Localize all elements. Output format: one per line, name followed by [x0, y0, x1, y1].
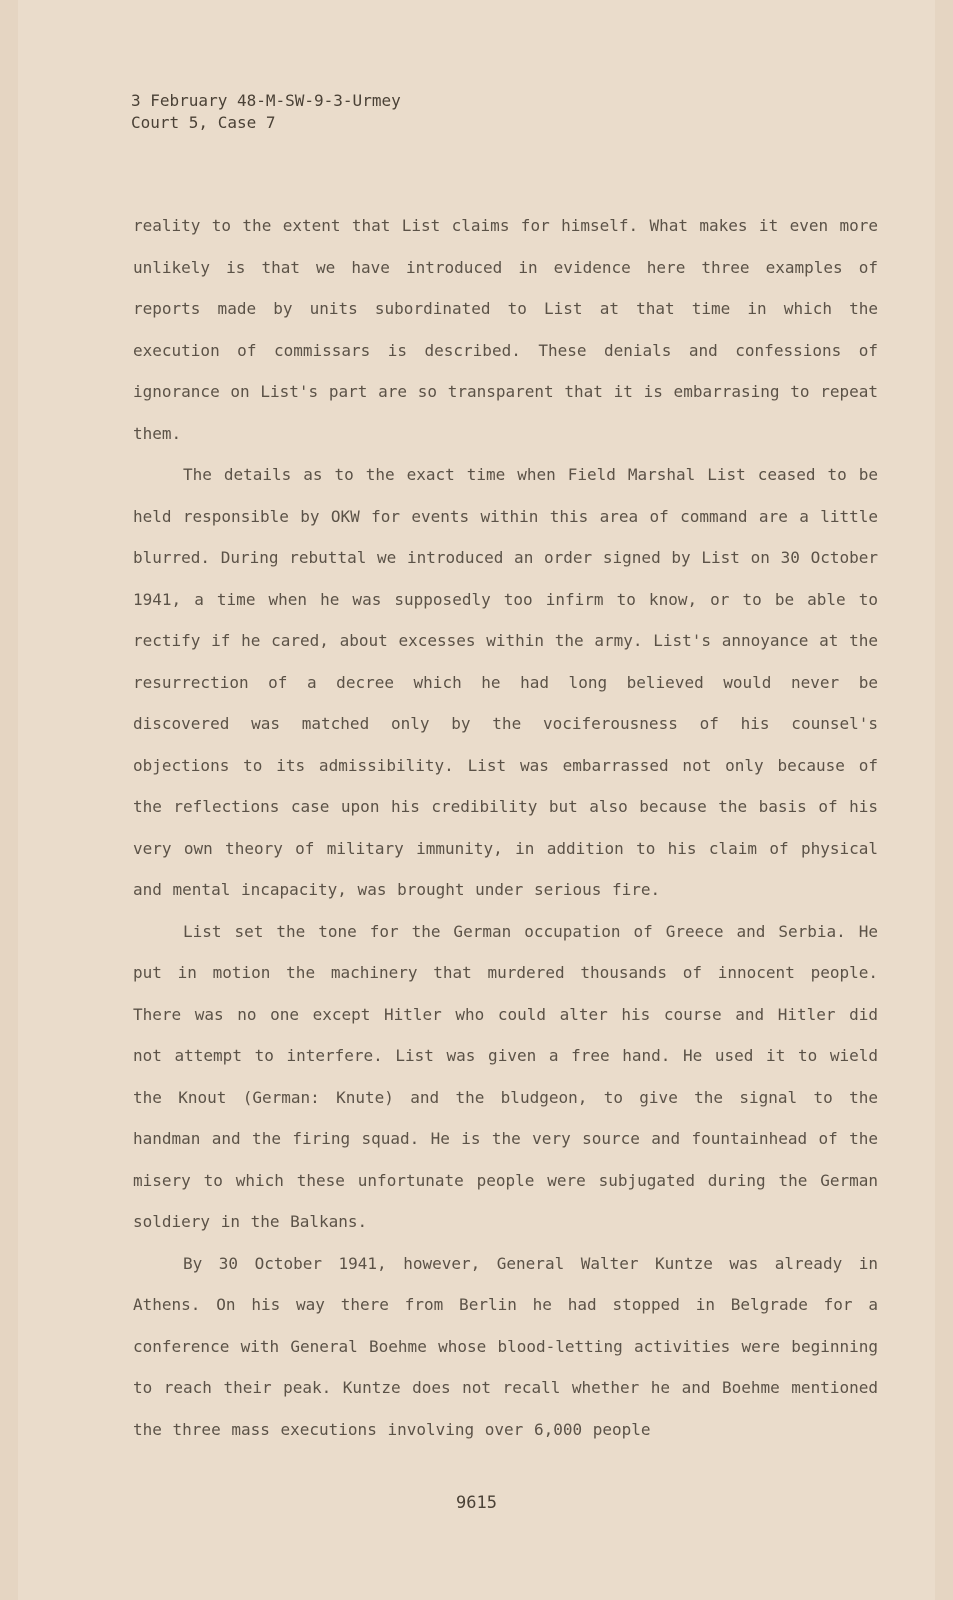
page-edge-right: [935, 0, 953, 1600]
document-body: [133, 205, 878, 1450]
page-number: 9615: [456, 1493, 497, 1513]
paragraph-3: List set the tone for the German occupation of Greece and Serbia. He put in motion the machinery that murdered thousands of innocent people. There was no one except Hitler who could alter his course and Hitler did not attempt to interfere. List was given a free hand. He used it to wield the Knout (German: Knute) and the bludgeon, to give the signal to the handman and the firing squad. He is the very source and fountainhead of the misery to which these unfortunate people were subjugated during the German soldiery in the Balkans.: [133, 921, 878, 1231]
document-header: [131, 90, 401, 134]
paragraph-2: The details as to the exact time when Field Marshal List ceased to be held responsible by OKW for events within this area of command are a little blurred. During rebuttal we introduced an order signed by List on 30 October 1941, a time when he was supposedly too infirm to know, or to be able to rectify if he cared, about excesses within the army. List's annoyance at the resurrection of a decree which he had long believed would never be discovered was matched only by the vociferousness of his counsel's objections to its admissibility. List was embarrassed not only because of the reflections case upon his credibility but also because the basis of his very own theory of military immunity, in addition to his claim of physical and mental incapacity, was brought under serious fire.: [133, 465, 878, 899]
header-line-date-reference: 3 February 48-M-SW-9-3-Urmey: [131, 91, 401, 110]
paragraph-4: By 30 October 1941, however, General Walter Kuntze was already in Athens. On his way there from Berlin he had stopped in Belgrade for a conference with General Boehme whose blood-letting activities were beginning to reach their peak. Kuntze does not recall whether he and Boehme mentioned the three mass executions involving over 6,000 people: [133, 1253, 878, 1439]
page-edge-left: [0, 0, 18, 1600]
header-line-court-case: Court 5, Case 7: [131, 113, 276, 132]
paragraph-1: reality to the extent that List claims for himself. What makes it even more unlikely is that we have introduced in evidence here three examples of reports made by units subordinated to List at that time in which the execution of commissars is described. These denials and confessions of ignorance on List's part are so transparent that it is embarrasing to repeat them.: [133, 216, 878, 443]
